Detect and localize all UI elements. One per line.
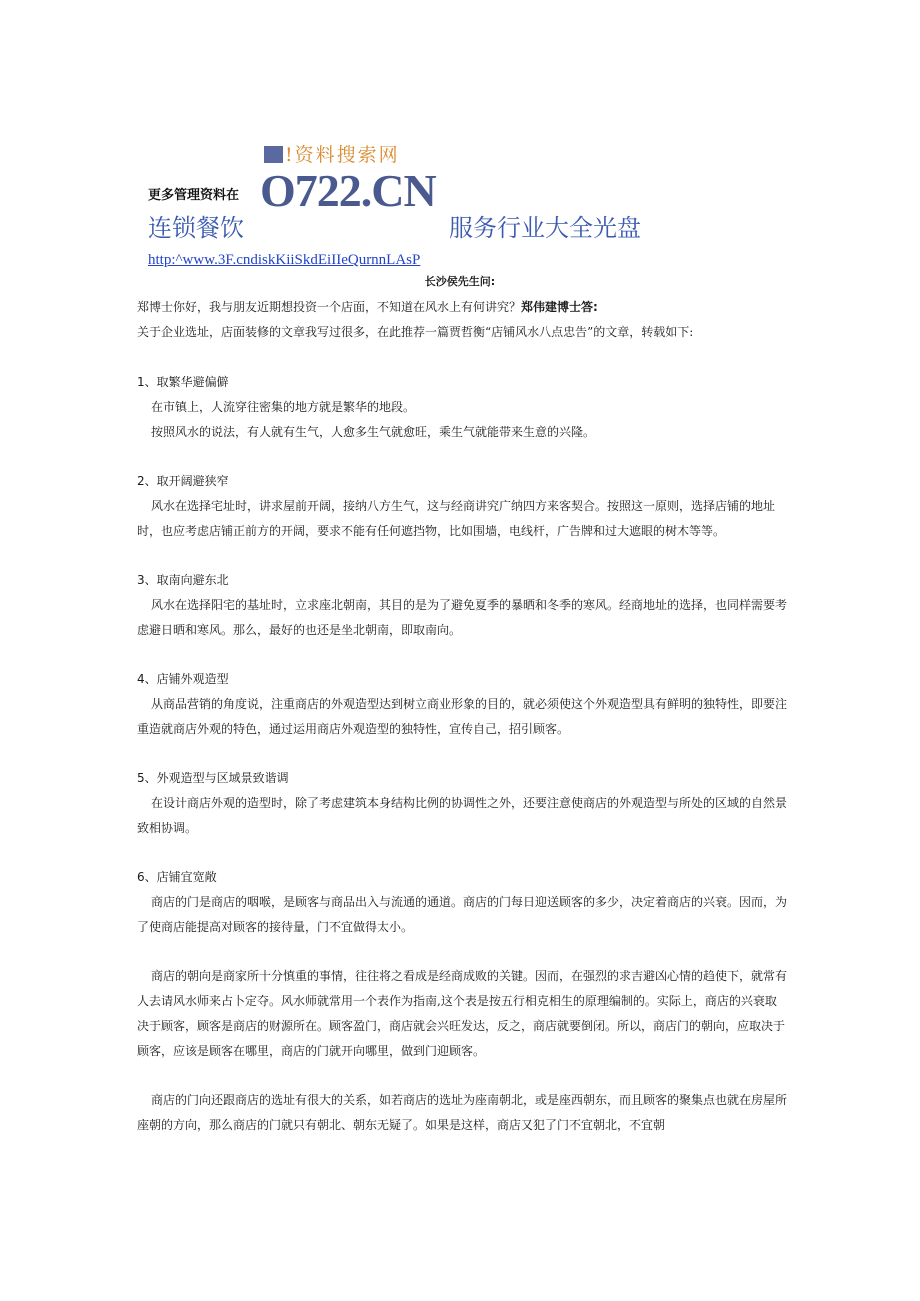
section-2-paragraph-1: 风水在选择宅址时，讲求屋前开阔，接纳八方生气，这与经商讲究广纳四方来客契合。按照这一原则，选择店铺的地址时，也应考虑店铺正前方的开阔，要求不能有任何遮挡物，比如围墙，电线杆，广告牌和过大遮眼的树木等等。 [137,499,776,538]
site-logo [264,140,400,167]
section-2-title: 2、取开阔避狭窄 [137,474,229,488]
section-5-title: 5、外观造型与区域景致谐调 [137,771,289,785]
answerer-label: 郑伟建博士答: [521,300,598,314]
section-1-paragraph-1: 在市镇上，人流穿往密集的地方就是繁华的地段。 [151,400,416,414]
section-6-paragraph-3: 商店的门向还跟商店的选址有很大的关系，如若商店的选址为座南朝北，或是座西朝东，而且顾客的聚集点也就在房屋所座朝的方向，那么商店的门就只有朝北、朝东无疑了。如果是这样，商店又犯了门不宜朝北，不宜朝 [137,1093,788,1132]
intro-paragraph: 关于企业选址，店面装修的文章我写过很多，在此推荐一篇贾哲衡“店铺风水八点忠告”的文章，转载如下: [137,325,694,339]
section-3-paragraph-1: 风水在选择阳宅的基址时，立求座北朝南，其目的是为了避免夏季的暴晒和冬季的寒风。经商地址的选择，也同样需要考虑避日晒和寒风。那么，最好的也还是坐北朝南，即取南向。 [137,598,788,637]
site-name[interactable]: O722.CN [260,165,436,216]
section-1-title: 1、取繁华避偏僻 [137,375,229,389]
section-6-title: 6、店铺宜宽敞 [137,870,217,884]
logo-square-icon [264,146,283,163]
section-3-title: 3、取南向避东北 [137,573,229,587]
logo-text: !资料搜索网 [285,144,400,166]
section-4-paragraph-1: 从商品营销的角度说，注重商店的外观造型达到树立商业形象的目的，就必须使这个外观造型具有鲜明的独特性，即要注重造就商店外观的特色，通过运用商店外观造型的独特性，宣传自己，招引顾客。 [137,697,788,736]
section-1-paragraph-2: 按照风水的说法，有人就有生气，人愈多生气就愈旺，乘生气就能带来生意的兴隆。 [151,425,596,439]
section-6-paragraph-2: 商店的朝向是商家所十分慎重的事情，往往将之看成是经商成败的关键。因而，在强烈的求吉避凶心情的趋使下，就常有人去请风水师来占卜定夺。风水师就常用一个表作为指南,这个表是按五行相克相生的原理编制的。实际上，商店的兴衰取决于顾客，顾客是商店的财源所在。顾客盈门，商店就会兴旺发达，反之，商店就要倒闭。所以，商店门的朝向，应取决于顾客，应该是顾客在哪里，商店的门就开向哪里，做到门迎顾客。 [137,969,788,1058]
article-body [137,295,787,1138]
section-5-paragraph-1: 在设计商店外观的造型时，除了考虑建筑本身结构比例的协调性之外，还要注意使商店的外观造型与所处的区域的自然景致相协调。 [137,796,788,835]
more-resources-label: 更多管理资料在 [148,188,240,203]
banner-right: 服务行业大全光盘 [449,214,641,242]
asker-line: 长沙侯先生问: [424,275,496,288]
header-link[interactable]: http:^www.3F.cndiskKiiSkdEiIIeQurnnLAsP [148,252,421,268]
banner-left: 连锁餐饮 [148,214,244,242]
section-6-paragraph-1: 商店的门是商店的咽喉，是顾客与商品出入与流通的通道。商店的门每日迎送顾客的多少，决定着商店的兴衰。因而，为了使商店能提高对顾客的接待量，门不宜做得太小。 [137,895,788,934]
question-paragraph [137,295,787,320]
section-4-title: 4、店铺外观造型 [137,672,229,686]
question-text: 郑博士你好，我与朋友近期想投资一个店面，不知道在风水上有何讲究？ [137,300,522,314]
